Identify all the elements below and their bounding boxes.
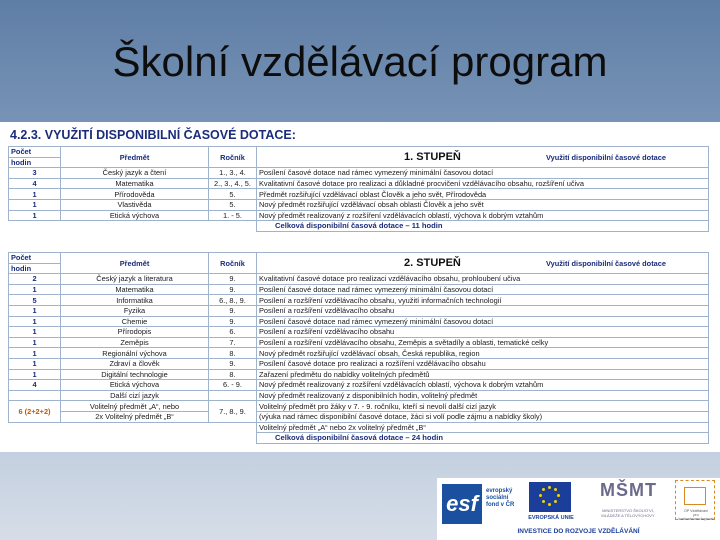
total-row xyxy=(9,221,709,232)
cell-hours: 1 xyxy=(9,327,61,338)
cell-hours: 1 xyxy=(9,358,61,369)
cell-hours: 1 xyxy=(9,284,61,295)
cell-usage: Nový předmět realizovaný z rozšíření vzdělávacích oblastí, výchova k dobrým vztahům xyxy=(257,210,709,221)
cell-subject: 2x Volitelný předmět „B“ xyxy=(61,411,209,422)
cell-grade: 8. xyxy=(209,369,257,380)
table-row xyxy=(9,210,709,221)
stupen-label: 1. STUPEŇ xyxy=(404,150,461,163)
header-subject: Předmět xyxy=(61,147,209,168)
esf-logo xyxy=(442,484,522,524)
cell-subject: Přírodověda xyxy=(61,189,209,200)
msmt-mark: MŠMT xyxy=(600,480,657,500)
cell-grade: 9. xyxy=(209,284,257,295)
cell-usage: Nový předmět realizovaný z disponibilních hodin, volitelný předmět xyxy=(257,390,709,401)
cell-hours: 2 xyxy=(9,274,61,285)
cell-subject: Matematika xyxy=(61,178,209,189)
op-mark-icon xyxy=(684,487,706,505)
cell-hours: 1 xyxy=(9,369,61,380)
table-row xyxy=(9,380,709,391)
cell-hours: 3 xyxy=(9,168,61,179)
cell-usage: Nový předmět rozšiřující vzdělávací obsah, Česká republika, region xyxy=(257,348,709,359)
header-subject: Předmět xyxy=(61,253,209,274)
cell-subject: Přírodopis xyxy=(61,327,209,338)
cell-grade: 6. - 9. xyxy=(209,380,257,391)
cell-usage: Posílení a rozšíření vzdělávacího obsahu xyxy=(257,305,709,316)
header-hours-2: hodin xyxy=(9,263,61,274)
table-row-merged xyxy=(9,401,709,412)
header-stupen xyxy=(257,147,709,168)
table-row xyxy=(9,369,709,380)
cell-subject: Regionální výchova xyxy=(61,348,209,359)
cell-subject: Fyzika xyxy=(61,305,209,316)
cell-grade: 8. xyxy=(209,348,257,359)
cell-subject: Další cizí jazyk xyxy=(61,390,209,401)
table-row xyxy=(9,327,709,338)
section-heading: 4.2.3. VYUŽITÍ DISPONIBILNÍ ČASOVÉ DOTACE: xyxy=(10,128,296,142)
cell-grade: 5. xyxy=(209,199,257,210)
cell-subject: Etická výchova xyxy=(61,210,209,221)
header-grade: Ročník xyxy=(209,253,257,274)
table-row-merged-2 xyxy=(9,411,709,422)
table-row xyxy=(9,337,709,348)
cell-usage: Posílení časové dotace nad rámec vymezený minimální časovou dotací xyxy=(257,316,709,327)
cell-grade: 2., 3., 4., 5. xyxy=(209,178,257,189)
cell-usage: Předmět rozšiřující vzdělávací oblast Člověk a jeho svět, Přírodověda xyxy=(257,189,709,200)
cell-grade: 9. xyxy=(209,274,257,285)
cell-hours: 1 xyxy=(9,337,61,348)
table-row xyxy=(9,199,709,210)
cell-usage: Zařazení předmětu do nabídky volitelných předmětů xyxy=(257,369,709,380)
cell-hours: 1 xyxy=(9,348,61,359)
cell-subject: Etická výchova xyxy=(61,380,209,391)
cell-usage: Posílení časové dotace nad rámec vymezený minimální časovou dotací xyxy=(257,168,709,179)
table-sheet xyxy=(0,122,720,452)
cell-hours: 5 xyxy=(9,295,61,306)
table-row xyxy=(9,178,709,189)
table-row xyxy=(9,295,709,306)
table-row xyxy=(9,189,709,200)
header-usage: Využití disponibilní časové dotace xyxy=(545,152,666,162)
header-grade: Ročník xyxy=(209,147,257,168)
table-stupen-2 xyxy=(8,252,709,444)
cell-subject: Informatika xyxy=(61,295,209,306)
cell-hours: 6 (2+2+2) xyxy=(9,401,61,422)
cell-usage: Posílení časové dotace pro realizaci a rozšíření vzdělávacího obsahu xyxy=(257,358,709,369)
msmt-logo xyxy=(592,480,664,524)
table-row xyxy=(9,348,709,359)
header-hours: Počet xyxy=(9,253,61,264)
cell-hours: 1 xyxy=(9,189,61,200)
cell-subject: Volitelný předmět „A“, nebo xyxy=(61,401,209,412)
cell-usage: Kvalitativní časové dotace pro realizaci a důkladné procvičení vzdělávacího obsahu, rozšíření učiva xyxy=(257,178,709,189)
cell-usage: Volitelný předmět pro žáky v 7. - 9. ročníku, kteří si nevolí další cizí jazyk xyxy=(257,401,709,412)
eu-flag-icon xyxy=(529,482,571,512)
table-row xyxy=(9,305,709,316)
cell-hours: 1 xyxy=(9,316,61,327)
cell-subject: Matematika xyxy=(61,284,209,295)
cell-grade: 7. xyxy=(209,337,257,348)
cell-grade: 6., 8., 9. xyxy=(209,295,257,306)
cell-usage: Nový předmět rozšiřující vzdělávací obsah oblasti Člověk a jeho svět xyxy=(257,199,709,210)
header-hours: Počet xyxy=(9,147,61,158)
esf-mark: esf xyxy=(442,484,482,524)
table-header-row xyxy=(9,253,709,264)
eu-label: EVROPSKÁ UNIE xyxy=(528,515,574,521)
cell-usage: Kvalitativní časové dotace pro realizaci vzdělávacího obsahu, prohloubení učiva xyxy=(257,274,709,285)
cell-hours: 1 xyxy=(9,305,61,316)
logo-strip xyxy=(437,478,720,540)
cell-subject: Digitální technologie xyxy=(61,369,209,380)
cell-grade: 5. xyxy=(209,189,257,200)
cell-grade: 1. - 5. xyxy=(209,210,257,221)
cell-hours: 1 xyxy=(9,199,61,210)
table-row xyxy=(9,168,709,179)
cell-subject: Zeměpis xyxy=(61,337,209,348)
header-hours-2: hodin xyxy=(9,157,61,168)
total-text: Celková disponibilní časová dotace – 11 hodin xyxy=(257,221,709,232)
cell-hours: 4 xyxy=(9,380,61,391)
table-row-merged-3 xyxy=(9,422,709,433)
esf-text: evropský sociální fond v ČR xyxy=(486,488,515,508)
cell-grade: 6. xyxy=(209,327,257,338)
cell-subject: Český jazyk a čtení xyxy=(61,168,209,179)
table-row xyxy=(9,284,709,295)
op-logo xyxy=(675,480,715,520)
cell-grade: 9. xyxy=(209,305,257,316)
cell-grade: 9. xyxy=(209,358,257,369)
cell-grade xyxy=(209,390,257,401)
cell-usage: Posílení a rozšíření vzdělávacího obsahu xyxy=(257,327,709,338)
table-row xyxy=(9,316,709,327)
cell-usage: Posílení a rozšíření vzdělávacího obsahu, využití informačních technologií xyxy=(257,295,709,306)
table-stupen-1 xyxy=(8,146,709,232)
msmt-text: MINISTERSTVO ŠKOLSTVÍ, MLÁDEŽE A TĚLOVÝCHOVY xyxy=(601,508,655,518)
cell-subject: Zdraví a člověk xyxy=(61,358,209,369)
stupen-label: 2. STUPEŇ xyxy=(404,256,461,269)
cell-subject: Vlastivěda xyxy=(61,199,209,210)
cell-subject: Chemie xyxy=(61,316,209,327)
cell-grade: 9. xyxy=(209,316,257,327)
cell-usage: Volitelný předmět „A“ nebo 2x volitelný předmět „B“ xyxy=(257,422,709,433)
table-row xyxy=(9,358,709,369)
cell-subject: Český jazyk a literatura xyxy=(61,274,209,285)
header-usage: Využití disponibilní časové dotace xyxy=(545,258,666,268)
cell-grade: 1., 3., 4. xyxy=(209,168,257,179)
investment-tagline: INVESTICE DO ROZVOJE VZDĚLÁVÁNÍ xyxy=(517,528,640,535)
op-text: OP Vzdělávání pro konkurenceschopnost xyxy=(678,509,714,521)
header-stupen xyxy=(257,253,709,274)
cell-hours xyxy=(9,390,61,401)
table-row xyxy=(9,274,709,285)
cell-usage: (výuka nad rámec disponibilní časové dotace, žáci si volí podle zájmu a nabídky školy) xyxy=(257,411,709,422)
slide-title: Školní vzdělávací program xyxy=(112,38,608,85)
cell-grade: 7., 8., 9. xyxy=(209,401,257,422)
cell-hours: 4 xyxy=(9,178,61,189)
cell-usage: Nový předmět realizovaný z rozšíření vzdělávacích oblastí, výchova k dobrým vztahům xyxy=(257,380,709,391)
total-text: Celková disponibilní časová dotace – 24 hodin xyxy=(257,433,709,444)
cell-hours: 1 xyxy=(9,210,61,221)
total-row xyxy=(9,433,709,444)
table-header-row xyxy=(9,147,709,158)
cell-usage: Posílení a rozšíření vzdělávacího obsahu, Zeměpis a světadíly a oblasti, tematické celky xyxy=(257,337,709,348)
cell-usage: Posílení časové dotace nad rámec vymezený minimální časovou dotací xyxy=(257,284,709,295)
table-row xyxy=(9,390,709,401)
